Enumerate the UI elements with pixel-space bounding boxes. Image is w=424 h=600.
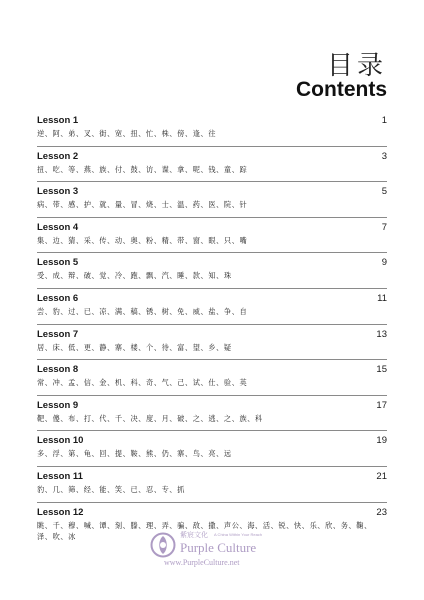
lesson-characters: 集、边、猜、采、传、动、奥、粉、精、带、窗、眼、只、嘴 — [37, 235, 248, 245]
contents-title-english: Contents — [296, 78, 387, 101]
lesson-characters: 受、成、辩、破、觉、冷、跑、飘、汽、睡、款、知、珠 — [37, 271, 232, 281]
lesson-characters: 尝、豹、过、已、凉、满、稿、锈、树、免、威、盐、争、自 — [37, 306, 248, 316]
toc-entry[interactable] — [37, 111, 387, 147]
toc-entry[interactable] — [37, 182, 387, 218]
lesson-title: Lesson 12 — [37, 506, 84, 518]
lesson-title: Lesson 11 — [37, 470, 83, 482]
lesson-title: Lesson 5 — [37, 257, 79, 269]
page-number: 11 — [377, 292, 387, 304]
page-number: 3 — [381, 150, 387, 162]
page-number: 9 — [381, 257, 387, 269]
toc-entry[interactable] — [37, 253, 387, 289]
page-number: 21 — [376, 470, 387, 482]
lesson-characters: 靶、傻、布、打、代、千、决、度、月、破、之、逃、之、族、科 — [37, 413, 263, 423]
page-number: 17 — [376, 399, 387, 411]
page-number: 7 — [381, 221, 387, 233]
lesson-title: Lesson 2 — [37, 150, 79, 162]
purple-culture-logo-icon — [150, 532, 176, 558]
toc-entry[interactable] — [37, 396, 387, 432]
page-number: 19 — [376, 435, 387, 447]
toc-entry[interactable] — [37, 289, 387, 325]
lesson-characters: 常、冲、孟、信、金、机、科、奇、气、己、试、仕、验、英 — [37, 378, 248, 388]
watermark-tagline: A China Within Your Reach — [214, 532, 263, 537]
toc-entry[interactable] — [37, 431, 387, 467]
lesson-characters: 居、床、低、更、静、寨、楼、个、待、富、望、乡、疑 — [37, 342, 232, 352]
page-number: 15 — [376, 364, 387, 376]
table-of-contents — [37, 111, 387, 541]
toc-entry[interactable] — [37, 147, 387, 183]
lesson-title: Lesson 9 — [37, 399, 79, 411]
lesson-characters: 病、带、感、护、就、量、冒、烧、士、温、药、医、院、针 — [37, 200, 248, 210]
watermark-url: www.PurpleCulture.net — [164, 558, 240, 567]
page-number: 5 — [381, 186, 387, 198]
lesson-title: Lesson 4 — [37, 221, 79, 233]
lesson-characters: 扭、吃、等、燕、族、付、鼓、访、谍、拿、呢、钱、童、踪 — [37, 164, 248, 174]
lesson-title: Lesson 8 — [37, 364, 79, 376]
lesson-characters: 眺、千、穆、喊、谭、刻、滕、理、弄、骗、敌、撒、声公、海、活、锐、快、乐、欣、务、鞠、泽、吹、冰 — [37, 520, 372, 541]
page-number: 23 — [376, 506, 387, 518]
toc-entry[interactable] — [37, 218, 387, 254]
contents-title-chinese: 目录 — [326, 51, 387, 81]
page-number: 13 — [376, 328, 387, 340]
lesson-characters: 多、浮、第、龟、回、提、鞍、熊、仍、寨、鸟、亮、远 — [37, 449, 232, 459]
lesson-characters: 豹、几、筛、经、能、笑、已、忍、专、抓 — [37, 484, 185, 494]
toc-entry[interactable] — [37, 467, 387, 503]
lesson-title: Lesson 3 — [37, 186, 79, 198]
lesson-title: Lesson 6 — [37, 292, 79, 304]
lesson-title: Lesson 10 — [37, 435, 84, 447]
toc-entry[interactable] — [37, 325, 387, 361]
lesson-title: Lesson 1 — [37, 115, 79, 126]
purple-culture-watermark — [150, 528, 300, 573]
toc-entry[interactable] — [37, 360, 387, 396]
lesson-characters: 逆、阿、弟、叉、街、宽、扭、忙、株、傍、逢、往 — [37, 129, 217, 138]
page-number: 1 — [381, 115, 387, 126]
watermark-chinese-name: 紫宸文化 — [180, 531, 208, 539]
watermark-brand-name: Purple Culture — [180, 540, 257, 555]
lesson-title: Lesson 7 — [37, 328, 79, 340]
